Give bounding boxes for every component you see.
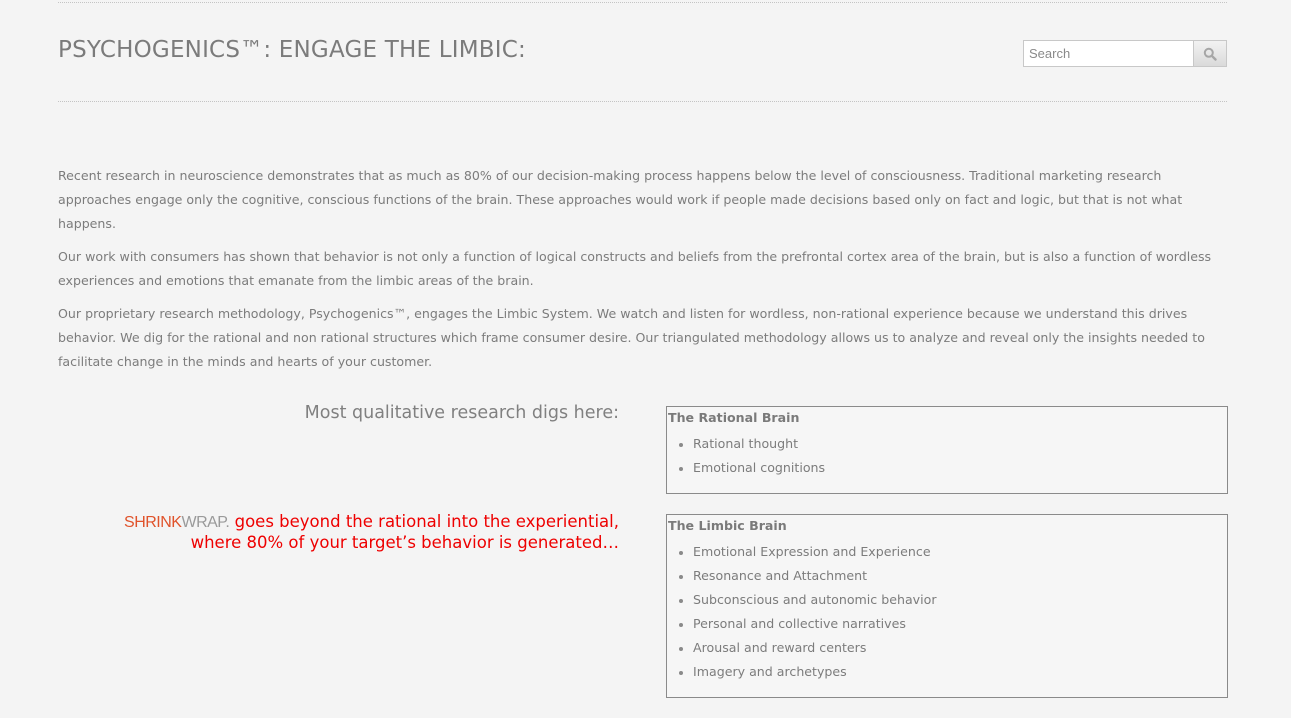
limbic-caption — [124, 512, 619, 553]
limbic-caption-line2: where 80% of your target’s behavior is generated… — [190, 533, 619, 552]
intro-paragraph: Recent research in neuroscience demonstrates that as much as 80% of our decision-making process happens below the level of consciousness. Traditional marketing research approaches engage only the cognitive, conscious functions of the brain. These approaches would work if people made decisions based only on fact and logic, but that is not what happens. — [58, 168, 1183, 231]
list-item: Resonance and Attachment — [693, 564, 1227, 588]
search-input[interactable] — [1023, 40, 1193, 67]
top-divider — [58, 2, 1227, 3]
rational-brain-box — [666, 406, 1228, 494]
limbic-brain-box — [666, 514, 1228, 698]
header-divider — [58, 101, 1227, 102]
intro-paragraph: Our work with consumers has shown that behavior is not only a function of logical constructs and beliefs from the prefrontal cortex area of the brain, but is also a function of wordless experiences and emotions that emanate from the limbic areas of the brain. — [58, 249, 1212, 288]
page-title: PSYCHOGENICS™: ENGAGE THE LIMBIC: — [58, 37, 526, 63]
list-item: Personal and collective narratives — [693, 612, 1227, 636]
brand-wrap-text: WRAP. — [181, 514, 230, 531]
limbic-brain-title: The Limbic Brain — [668, 518, 787, 533]
intro-text — [58, 164, 1228, 383]
list-item: Rational thought — [693, 432, 1227, 456]
brand-shrink-text: SHRINK — [124, 514, 182, 531]
list-item: Emotional cognitions — [693, 456, 1227, 480]
brand-logo — [124, 512, 229, 531]
rational-caption: Most qualitative research digs here: — [304, 403, 619, 423]
list-item: Emotional Expression and Experience — [693, 540, 1227, 564]
limbic-brain-list — [667, 540, 1227, 684]
magnifier-icon — [1203, 47, 1217, 61]
list-item: Imagery and archetypes — [693, 660, 1227, 684]
list-item: Subconscious and autonomic behavior — [693, 588, 1227, 612]
search-button[interactable] — [1193, 40, 1227, 67]
rational-brain-title: The Rational Brain — [668, 410, 800, 425]
search-form — [1023, 40, 1227, 67]
limbic-caption-line1: goes beyond the rational into the experiential, — [234, 512, 619, 531]
rational-brain-list — [667, 432, 1227, 480]
intro-paragraph: Our proprietary research methodology, Psychogenics™, engages the Limbic System. We watch and listen for wordless, non-rational experience because we understand this drives behavior. We dig for the rational and non rational structures which frame consumer desire. Our triangulated methodology allows us to analyze and reveal only the insights needed to facilitate change in the minds and hearts of your customer. — [58, 306, 1205, 369]
list-item: Arousal and reward centers — [693, 636, 1227, 660]
